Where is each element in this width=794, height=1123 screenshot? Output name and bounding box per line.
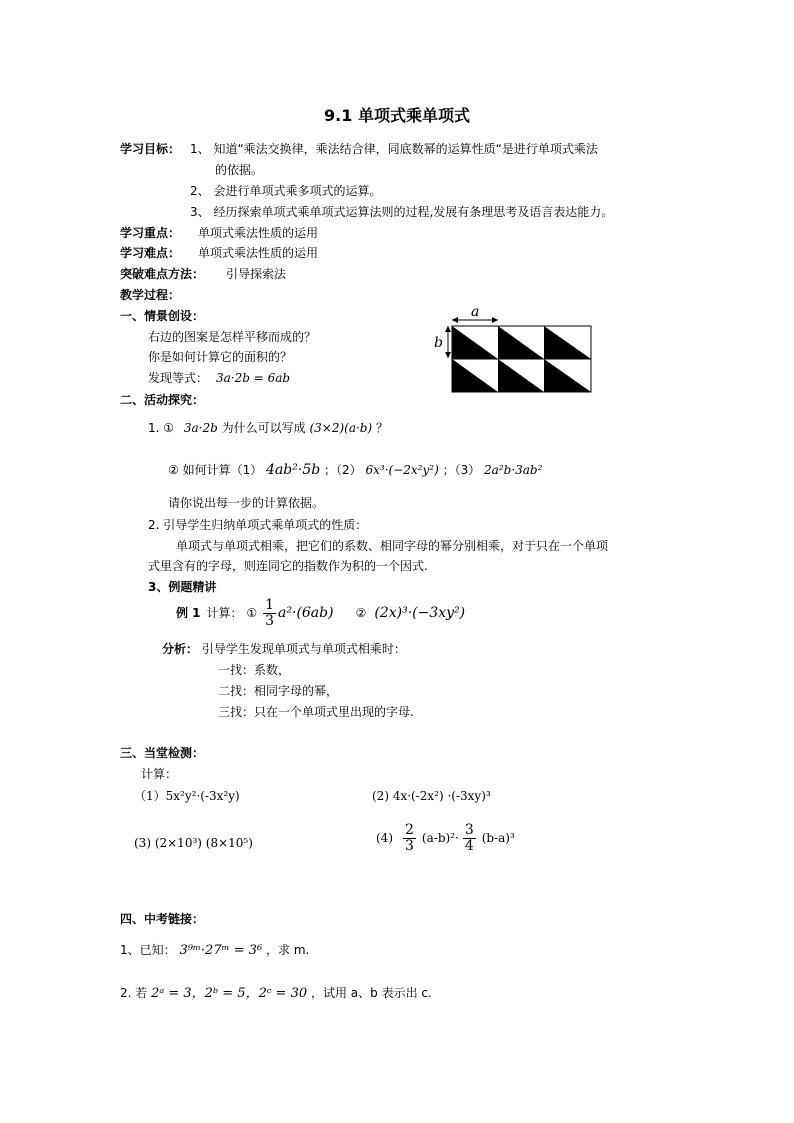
dimension-a-arrow-right (492, 317, 498, 323)
problem-4-fraction-2 (463, 823, 476, 855)
method-label: 突破难点方法： (120, 267, 205, 281)
item1-text: 为什么可以写成 (221, 421, 306, 435)
objectives-label: 学习目标： (120, 142, 181, 156)
analysis-text: 引导学生发现单项式与单项式相乘时： (201, 642, 406, 656)
dimension-b-label: b (434, 335, 443, 351)
section2-item1 (148, 421, 388, 436)
discover-label: 发现等式： (148, 371, 209, 385)
section1-q2: 你是如何计算它的面积的？ (148, 350, 293, 364)
q2-expression: 2ᵃ = 3，2ᵇ = 5，2ᶜ = 30 (151, 986, 308, 1001)
item2-separator-2: ；（3） (442, 463, 481, 477)
objective-1a: 1、 知道“乘法交换律，乘法结合律，同底数幂的运算性质“是进行单项式乘法 (190, 142, 598, 156)
process-label: 教学过程： (120, 288, 181, 302)
section1-heading: 一、情景创设： (120, 309, 205, 323)
q2-tail: ，试用 a、b 表示出 c. (310, 986, 432, 1000)
example-1-numerator: 1 (265, 597, 275, 613)
analysis-step-2: 二找：相同字母的幂， (218, 684, 339, 698)
q2-label: 2. 若 (120, 986, 148, 1000)
property-line-1: 单项式与单项式相乘，把它们的系数、相同字母的幂分别相乘，对于只在一个单项 (176, 539, 609, 553)
section3-calc-label: 计算： (141, 767, 178, 781)
item1-number: 1. ① (148, 421, 175, 435)
item1-question-mark: ？ (375, 421, 388, 435)
item2-separator-1: ；（2） (324, 463, 362, 477)
dimension-a-label: a (471, 304, 480, 320)
analysis-step-3: 三找：只在一个单项式里出现的字母. (218, 705, 414, 719)
dimension-b-arrow-top (445, 326, 451, 332)
example-1-denominator: 3 (265, 613, 275, 630)
dimension-a-arrow-left (452, 317, 458, 323)
problem-2: (2) 4x·(-2x²) ·(-3xy)³ (372, 789, 491, 803)
section2-item3: 2. 引导学生归纳单项式乘单项式的性质： (148, 518, 368, 532)
discover-equation: 3a·2b = 6ab (216, 371, 291, 385)
problem-4-fraction-1 (403, 823, 416, 855)
objective-2: 2、 会进行单项式乘多项式的运算。 (190, 184, 382, 198)
difficulty-label: 学习难点： (120, 246, 181, 260)
analysis (162, 642, 406, 657)
example-1 (176, 598, 465, 630)
problem-4-numerator-2: 3 (464, 822, 474, 838)
problem-4-end: (b-a)³ (481, 831, 515, 846)
example-label: 例 1 (176, 606, 201, 621)
section4-heading: 四、中考链接： (120, 912, 205, 926)
example-1-expression: a²·(6ab) (278, 605, 334, 622)
problem-4-denominator-1: 3 (405, 838, 414, 855)
key-point-text: 单项式乘法性质的运用 (198, 226, 319, 240)
section1-q1: 右边的图案是怎样平移而成的？ (148, 330, 317, 344)
problem-4-numerator-1: 2 (405, 822, 414, 838)
objective-1b: 的依据。 (215, 163, 264, 177)
property-line-2: 式里含有的字母，则连同它的指数作为积的一个因式. (148, 559, 428, 573)
objective-3: 3、 经历探索单项式乘单项式运算法则的过程,发展有条理思考及语言表达能力。 (190, 205, 614, 219)
page-title: 9.1 单项式乘单项式 (324, 106, 470, 125)
problem-4-middle: (a-b)²· (421, 831, 459, 846)
q1-expression: 3⁹ᵐ·27ᵐ = 3⁶ (179, 943, 263, 958)
q1-tail: ，求 m. (266, 943, 310, 957)
problem-3: (3) (2×10³) (8×10⁵) (134, 836, 253, 850)
example-heading: 3、例题精讲 (148, 580, 217, 594)
example-1-fraction (263, 598, 276, 630)
problem-4-label: (4) (376, 831, 393, 846)
item1-expression-2: (3×2)(a·b) (309, 421, 373, 435)
section4-question-1 (120, 943, 309, 959)
section2-item2 (168, 462, 542, 480)
item1-expression: 3a·2b (183, 421, 218, 435)
item2-expression-3: 2a²b·3ab² (484, 463, 543, 477)
analysis-label: 分析： (162, 642, 199, 656)
dimension-b-arrow-bottom (445, 352, 451, 358)
difficulty-text: 单项式乘法性质的运用 (198, 246, 319, 260)
item2-expression-1: 4ab²·5b (266, 462, 321, 478)
key-point-label: 学习重点： (120, 226, 181, 240)
example-2-label: ② (355, 606, 367, 621)
method-text: 引导探索法 (226, 267, 287, 281)
section4-question-2 (120, 986, 432, 1002)
example-text: 计算： ① (206, 606, 258, 621)
example-2-expression: (2x)³·(−3xy²) (374, 605, 466, 622)
section3-heading: 三、当堂检测： (120, 746, 205, 760)
item2-label: ② 如何计算（1） (168, 463, 263, 477)
problem-4 (376, 823, 515, 855)
item2-expression-2: 6x³·(−2x²y²) (365, 463, 439, 477)
q1-label: 1、已知： (120, 943, 176, 957)
item2-note: 请你说出每一步的计算依据。 (168, 496, 325, 510)
problem-1: （1）5x²y²·(-3x²y) (134, 789, 240, 803)
analysis-step-1: 一找：系数， (218, 663, 291, 677)
problem-4-denominator-2: 4 (464, 838, 474, 855)
triangle-pattern-figure (430, 302, 600, 402)
section2-heading: 二、活动探究： (120, 393, 205, 407)
